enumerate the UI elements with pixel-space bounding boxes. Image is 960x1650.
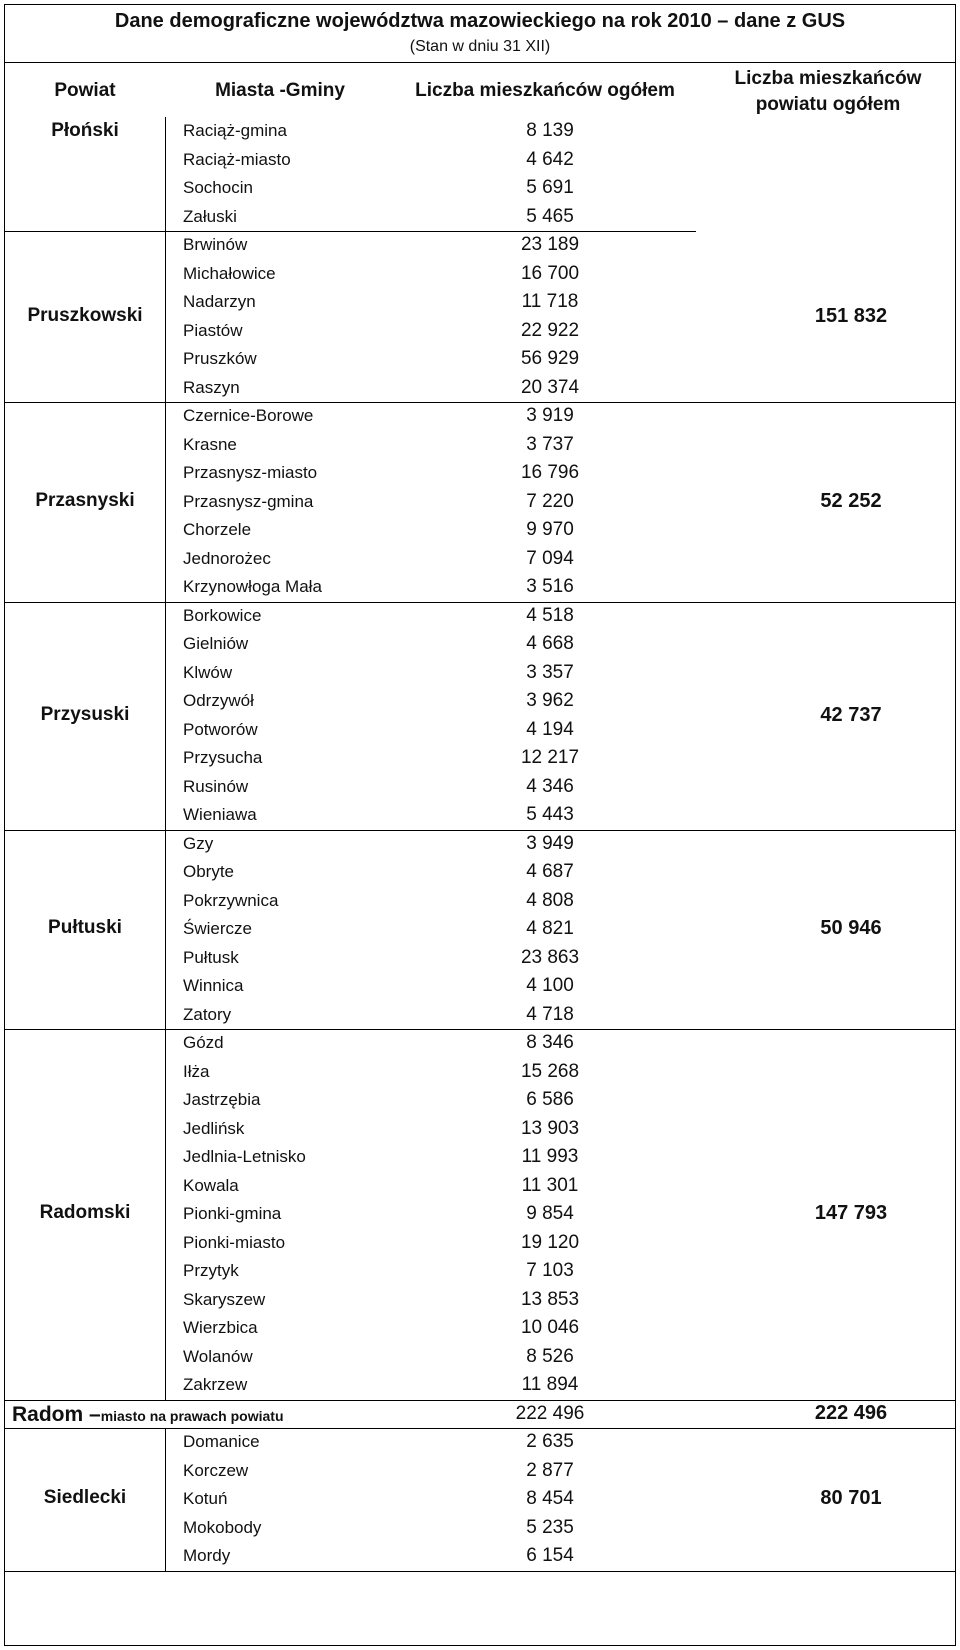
gmina-name: Przysucha (183, 748, 263, 767)
gmina-name: Winnica (183, 976, 244, 995)
column-divider (165, 1428, 166, 1571)
page-title: Dane demograficzne województwa mazowieckiego na rok 2010 – dane z GUS (114, 10, 846, 32)
gmina-population: 6 154 (526, 1545, 574, 1566)
column-divider (165, 602, 166, 830)
gmina-population: 23 189 (520, 234, 580, 255)
gmina-population: 8 454 (526, 1488, 574, 1509)
gmina-population: 3 357 (526, 661, 574, 683)
powiat-name: Radomski (39, 1202, 131, 1224)
group-divider (4, 231, 696, 232)
gmina-name: Kotuń (183, 1489, 228, 1508)
gmina-name: Skaryszew (183, 1289, 266, 1309)
gmina-name: Obryte (183, 862, 235, 881)
gmina-name: Mordy (183, 1546, 231, 1565)
header-liczba: Liczba mieszkańców ogółem (415, 80, 675, 101)
gmina-population: 5 691 (526, 177, 574, 198)
group-divider (4, 602, 956, 603)
gmina-population: 8 346 (526, 1032, 574, 1053)
gmina-population: 4 346 (526, 775, 574, 797)
powiat-name: Pruszkowski (27, 304, 143, 326)
powiat-name: Pułtuski (48, 917, 122, 939)
gmina-name: Kowala (183, 1175, 239, 1195)
gmina-name: Gózd (183, 1033, 224, 1052)
gmina-population: 7 220 (526, 490, 574, 512)
gmina-population: 3 737 (526, 433, 574, 455)
radom-population: 222 496 (515, 1402, 585, 1424)
powiat-total: 151 832 (814, 304, 888, 327)
gmina-population: 11 993 (521, 1146, 579, 1167)
group-divider (4, 1400, 956, 1401)
gmina-population: 4 687 (526, 861, 574, 882)
gmina-name: Czernice-Borowe (183, 406, 314, 425)
gmina-name: Nadarzyn (183, 292, 256, 311)
gmina-population: 16 796 (520, 462, 580, 483)
gmina-population: 3 919 (526, 405, 574, 426)
gmina-name: Pułtusk (183, 947, 239, 967)
radom-total: 222 496 (814, 1401, 888, 1424)
page-subtitle: (Stan w dniu 31 XII) (409, 38, 551, 55)
gmina-name: Raszyn (183, 377, 240, 397)
gmina-population: 4 100 (526, 975, 574, 996)
radom-suffix: miasto na prawach powiatu (100, 1407, 284, 1424)
gmina-population: 19 120 (520, 1231, 580, 1253)
gmina-population: 20 374 (520, 376, 580, 398)
group-divider (4, 1571, 956, 1572)
powiat-total: 50 946 (820, 917, 882, 940)
gmina-name: Pionki-miasto (183, 1232, 286, 1252)
powiat-total: 52 252 (820, 489, 882, 512)
gmina-population: 10 046 (520, 1317, 580, 1338)
gmina-population: 3 516 (526, 576, 574, 597)
gmina-name: Pokrzywnica (183, 890, 279, 910)
gmina-name: Jednorożec (183, 548, 271, 568)
gmina-name: Przasnysz-gmina (183, 491, 314, 511)
gmina-name: Rusinów (183, 776, 249, 796)
column-divider (165, 117, 166, 231)
column-divider (165, 1029, 166, 1400)
gmina-name: Pionki-gmina (183, 1204, 282, 1223)
gmina-population: 5 465 (526, 205, 574, 227)
column-divider (165, 231, 166, 402)
gmina-population: 4 821 (526, 918, 574, 939)
gmina-name: Jastrzębia (183, 1090, 261, 1109)
gmina-name: Wierzbica (183, 1318, 258, 1337)
header-top-divider (4, 62, 956, 63)
gmina-population: 22 922 (520, 319, 580, 341)
gmina-name: Brwinów (183, 235, 248, 254)
radom-label: Radom – (12, 1402, 101, 1426)
gmina-name: Raciąż-gmina (183, 121, 287, 140)
gmina-population: 4 718 (526, 1003, 574, 1025)
gmina-name: Mokobody (183, 1517, 262, 1537)
gmina-population: 15 268 (520, 1060, 580, 1082)
gmina-population: 8 526 (526, 1345, 574, 1367)
gmina-population: 12 217 (520, 747, 580, 768)
group-divider (4, 1428, 956, 1429)
header-gminy: Miasta -Gminy (215, 80, 345, 101)
powiat-name: Płoński (51, 120, 119, 141)
gmina-name: Pruszków (183, 349, 257, 368)
gmina-population: 4 668 (526, 633, 574, 654)
powiat-total: 80 701 (820, 1487, 882, 1510)
gmina-name: Michałowice (183, 263, 276, 283)
column-divider (165, 402, 166, 602)
gmina-population: 7 094 (526, 547, 574, 569)
header-powiat-total-line2: powiatu ogółem (755, 94, 901, 115)
gmina-name: Borkowice (183, 605, 262, 625)
gmina-population: 9 970 (526, 519, 574, 540)
gmina-population: 4 194 (526, 718, 574, 740)
gmina-population: 11 718 (521, 291, 579, 312)
gmina-name: Wieniawa (183, 805, 257, 824)
gmina-name: Sochocin (183, 178, 253, 197)
powiat-name: Siedlecki (43, 1487, 127, 1509)
gmina-name: Klwów (183, 662, 233, 682)
gmina-name: Jedlnia-Letnisko (183, 1147, 306, 1166)
gmina-name: Przytyk (183, 1261, 239, 1280)
gmina-population: 7 103 (526, 1260, 574, 1281)
gmina-population: 6 586 (526, 1089, 574, 1110)
header-powiat: Powiat (54, 80, 116, 101)
gmina-name: Zakrzew (183, 1375, 248, 1394)
powiat-total: 147 793 (814, 1202, 888, 1225)
gmina-population: 2 877 (526, 1459, 574, 1481)
header-powiat-total-line1: Liczba mieszkańców (734, 68, 922, 89)
gmina-name: Potworów (183, 719, 258, 739)
gmina-population: 13 853 (520, 1288, 580, 1310)
gmina-population: 4 518 (526, 604, 574, 626)
powiat-name: Przysuski (40, 703, 130, 725)
column-divider (165, 830, 166, 1030)
gmina-population: 5 443 (526, 804, 574, 825)
gmina-name: Przasnysz-miasto (183, 463, 318, 482)
gmina-name: Wolanów (183, 1346, 253, 1366)
gmina-name: Świercze (183, 919, 252, 938)
gmina-population: 56 929 (520, 348, 580, 369)
gmina-population: 4 808 (526, 889, 574, 911)
gmina-population: 11 301 (521, 1174, 579, 1196)
gmina-name: Chorzele (183, 520, 252, 539)
gmina-population: 16 700 (520, 262, 580, 284)
gmina-population: 23 863 (520, 946, 580, 968)
gmina-population: 13 903 (520, 1117, 580, 1139)
gmina-name: Gzy (183, 833, 214, 853)
gmina-population: 8 139 (526, 120, 574, 141)
gmina-name: Załuski (183, 206, 237, 226)
gmina-name: Gielniów (183, 634, 249, 653)
gmina-name: Raciąż-miasto (183, 149, 291, 169)
gmina-name: Jedlińsk (183, 1118, 245, 1138)
group-divider (4, 830, 956, 831)
gmina-population: 5 235 (526, 1516, 574, 1538)
gmina-name: Odrzywół (183, 691, 254, 710)
gmina-population: 4 642 (526, 148, 574, 170)
gmina-population: 2 635 (526, 1431, 574, 1452)
gmina-name: Korczew (183, 1460, 249, 1480)
gmina-name: Domanice (183, 1432, 260, 1451)
gmina-population: 9 854 (526, 1203, 574, 1224)
radom-name (12, 1403, 284, 1427)
gmina-population: 11 894 (521, 1374, 579, 1395)
gmina-name: Zatory (183, 1004, 232, 1024)
powiat-name: Przasnyski (35, 489, 135, 511)
gmina-name: Piastów (183, 320, 243, 340)
gmina-population: 3 949 (526, 832, 574, 854)
gmina-name: Krasne (183, 434, 237, 454)
group-divider (4, 402, 956, 403)
group-divider (4, 1029, 956, 1030)
gmina-name: Iłża (183, 1061, 210, 1081)
gmina-name: Krzynowłoga Mała (183, 577, 322, 596)
powiat-total: 42 737 (820, 703, 882, 726)
gmina-population: 3 962 (526, 690, 574, 711)
